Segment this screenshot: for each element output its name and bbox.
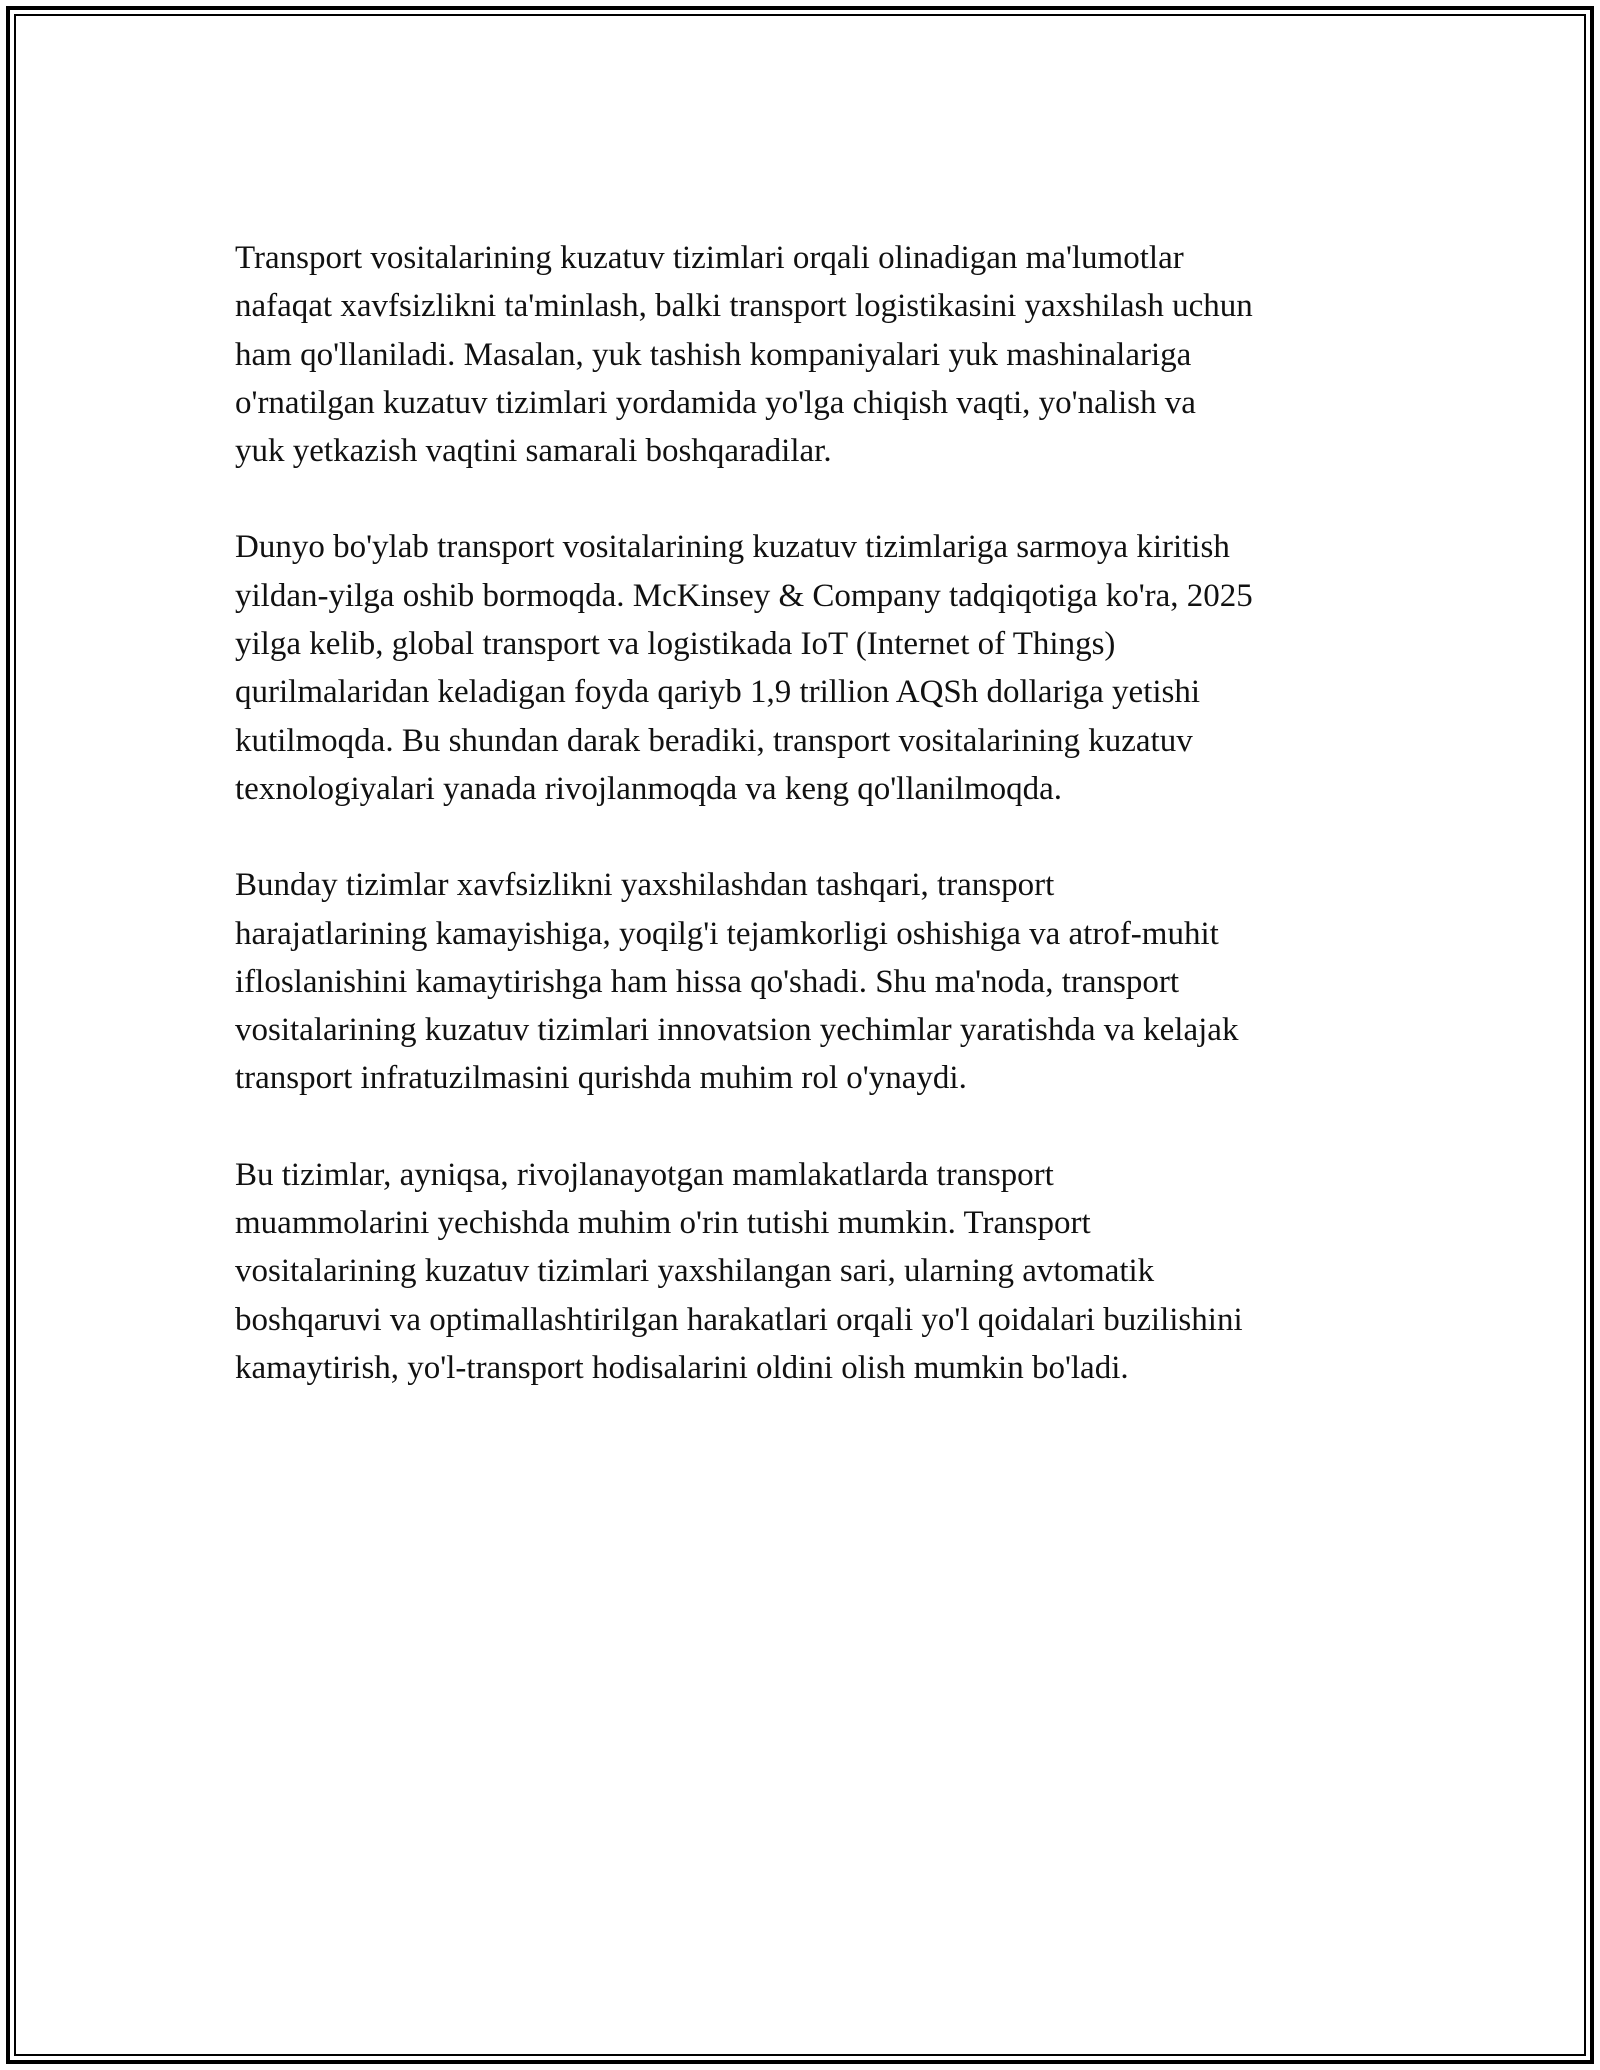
paragraph-4: Bu tizimlar, ayniqsa, rivojlanayotgan mamlakatlarda transport muammolarini yechishda muhim o'rin tutishi mumkin. Transport vositalarining kuzatuv tizimlari yaxshilangan sari, ularning avtomatik boshqaruvi va optimallashtirilgan harakatlari orqali yo'l qoidalari buzilishini kamaytirish, yo'l-transport hodisalarini oldini olish mumkin bo'ladi. [235, 1156, 1243, 1386]
paragraph-1: Transport vositalarining kuzatuv tizimlari orqali olinadigan ma'lumotlar nafaqat xavfsizlikni ta'minlash, balki transport logistikasini yaxshilash uchun ham qo'llaniladi. Masalan, yuk tashish kompaniyalari yuk mashinalariga o'rnatilgan kuzatuv tizimlari yordamida yo'lga chiqish vaqti, yo'nalish va yuk yetkazish vaqtini samarali boshqaradilar. [235, 240, 1253, 470]
document-body [235, 234, 1385, 1440]
paragraph-2: Dunyo bo'ylab transport vositalarining kuzatuv tizimlariga sarmoya kiritish yildan-yilga oshib bormoqda. McKinsey & Company tadqiqotiga ko'ra, 2025 yilga kelib, global transport va logistikada IoT (Internet of Things) qurilmalaridan keladigan foyda qariyb 1,9 trillion AQSh dollariga yetishi kutilmoqda. Bu shundan darak beradiki, transport vositalarining kuzatuv texnologiyalari yanada rivojlanmoqda va keng qo'llanilmoqda. [235, 529, 1253, 807]
paragraph-3: Bunday tizimlar xavfsizlikni yaxshilashdan tashqari, transport harajatlarining kamayishiga, yoqilg'i tejamkorligi oshishiga va atrof-muhit ifloslanishini kamaytirishga ham hissa qo'shadi. Shu ma'noda, transport vositalarining kuzatuv tizimlari innovatsion yechimlar yaratishda va kelajak transport infratuzilmasini qurishda muhim rol o'ynaydi. [235, 867, 1239, 1097]
